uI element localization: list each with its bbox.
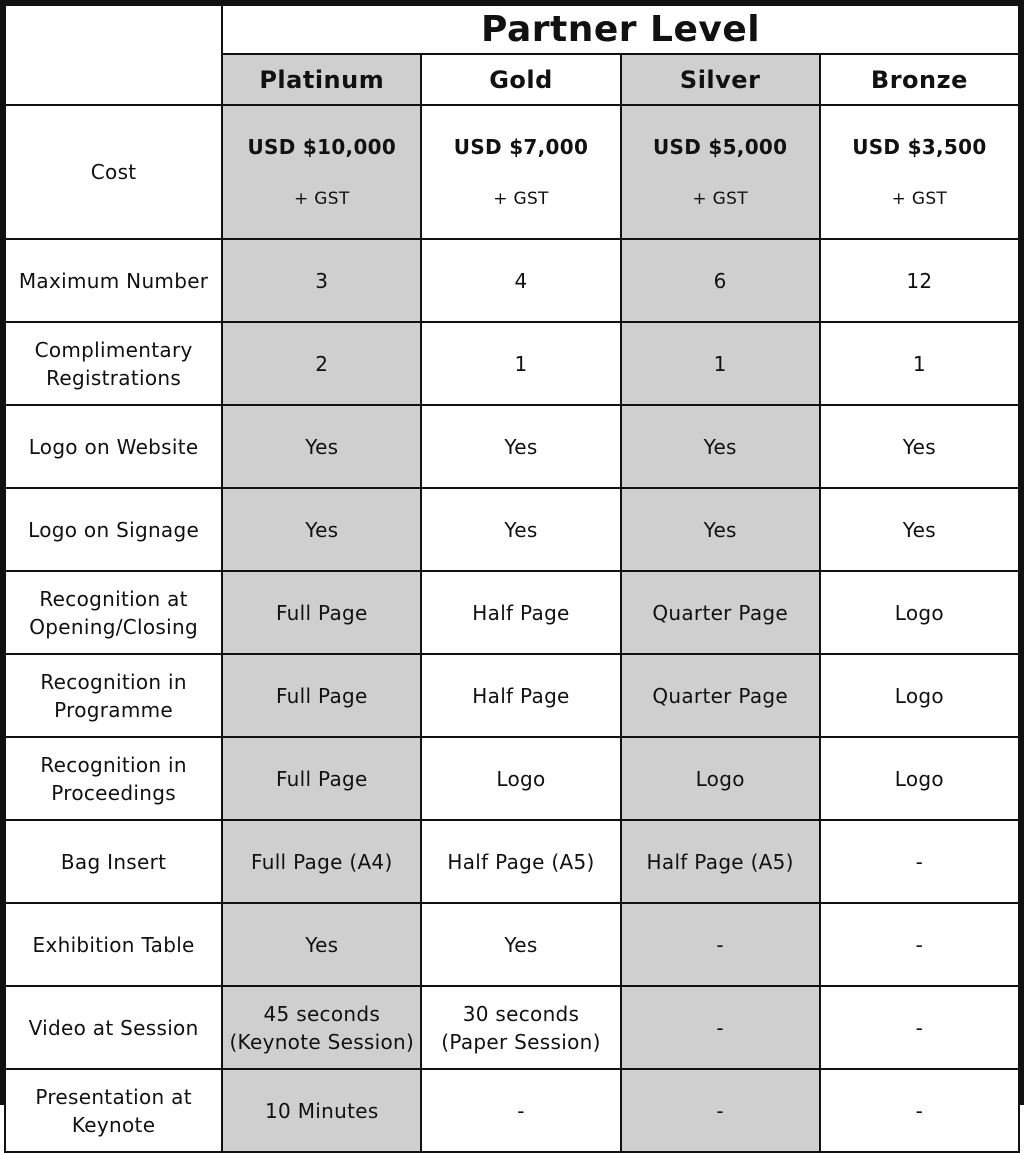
cost-cell-silver [621,105,820,239]
tier-header-platinum: Platinum [222,54,421,105]
row-label: Logo on Signage [5,488,222,571]
value-cell-gold: Half Page (A5) [421,820,620,903]
value-cell-bronze: - [820,820,1019,903]
value-cell-silver: Yes [621,488,820,571]
row-label: Recognition in Proceedings [5,737,222,820]
row-label: Recognition in Programme [5,654,222,737]
table-row-bag-insert [5,820,1019,903]
tier-header-bronze: Bronze [820,54,1019,105]
table-row-exhibition-table [5,903,1019,986]
value-cell-platinum: 2 [222,322,421,405]
value-cell-platinum: Full Page [222,571,421,654]
value-cell-bronze: 1 [820,322,1019,405]
row-label: Cost [5,105,222,239]
value-cell-bronze: - [820,986,1019,1069]
value-cell-bronze: Yes [820,405,1019,488]
value-cell-silver: Half Page (A5) [621,820,820,903]
table-row-recognition-programme [5,654,1019,737]
value-cell-bronze: Logo [820,737,1019,820]
cost-cell-bronze [820,105,1019,239]
value-cell-platinum: 3 [222,239,421,322]
value-cell-gold: Yes [421,903,620,986]
cost-amount: USD $7,000 [453,135,589,159]
title-row [5,5,1019,54]
tier-header-gold: Gold [421,54,620,105]
row-label: Bag Insert [5,820,222,903]
value-cell-bronze: Logo [820,654,1019,737]
value-cell-platinum: 45 seconds (Keynote Session) [222,986,421,1069]
value-cell-platinum: Full Page [222,737,421,820]
table-row-recognition-opening-closing [5,571,1019,654]
table-row-presentation-at-keynote [5,1069,1019,1152]
value-cell-gold: Half Page [421,654,620,737]
cost-amount: USD $3,500 [852,135,987,159]
value-cell-bronze: Yes [820,488,1019,571]
value-cell-silver: Logo [621,737,820,820]
value-cell-silver: - [621,986,820,1069]
cost-cell-gold [421,105,620,239]
value-cell-platinum: Yes [222,405,421,488]
partner-level-table [4,4,1020,1153]
value-cell-platinum: Yes [222,903,421,986]
value-cell-gold: 30 seconds (Paper Session) [421,986,620,1069]
value-cell-bronze: 12 [820,239,1019,322]
value-cell-silver: Quarter Page [621,571,820,654]
value-cell-gold: 1 [421,322,620,405]
row-label: Video at Session [5,986,222,1069]
value-cell-platinum: 10 Minutes [222,1069,421,1152]
cost-cell-platinum [222,105,421,239]
value-cell-platinum: Full Page [222,654,421,737]
cost-amount: USD $5,000 [652,135,788,159]
row-label: Presentation at Keynote [5,1069,222,1152]
table-row-video-at-session [5,986,1019,1069]
value-cell-bronze: - [820,903,1019,986]
value-cell-gold: 4 [421,239,620,322]
value-cell-gold: Logo [421,737,620,820]
cost-amount: USD $10,000 [247,135,397,159]
table-row-complimentary-registrations [5,322,1019,405]
value-cell-silver: - [621,1069,820,1152]
cost-tax-note: + GST [891,189,948,209]
row-label: Exhibition Table [5,903,222,986]
table-title: Partner Level [222,5,1019,54]
value-cell-platinum: Yes [222,488,421,571]
value-cell-bronze: Logo [820,571,1019,654]
value-cell-gold: Yes [421,488,620,571]
value-cell-silver: 6 [621,239,820,322]
value-cell-silver: Quarter Page [621,654,820,737]
table-row-logo-on-website [5,405,1019,488]
table-row-maximum-number [5,239,1019,322]
value-cell-silver: - [621,903,820,986]
value-cell-platinum: Full Page (A4) [222,820,421,903]
tier-header-silver: Silver [621,54,820,105]
cost-tax-note: + GST [692,189,748,209]
value-cell-bronze: - [820,1069,1019,1152]
value-cell-gold: - [421,1069,620,1152]
value-cell-gold: Yes [421,405,620,488]
cost-tax-note: + GST [294,189,350,209]
table-row-logo-on-signage [5,488,1019,571]
value-cell-silver: Yes [621,405,820,488]
row-label: Complimentary Registrations [5,322,222,405]
corner-cell [5,5,222,105]
value-cell-silver: 1 [621,322,820,405]
row-label: Recognition at Opening/Closing [5,571,222,654]
table-row-recognition-proceedings [5,737,1019,820]
cost-tax-note: + GST [493,189,549,209]
table-row-cost [5,105,1019,239]
row-label: Logo on Website [5,405,222,488]
row-label: Maximum Number [5,239,222,322]
value-cell-gold: Half Page [421,571,620,654]
